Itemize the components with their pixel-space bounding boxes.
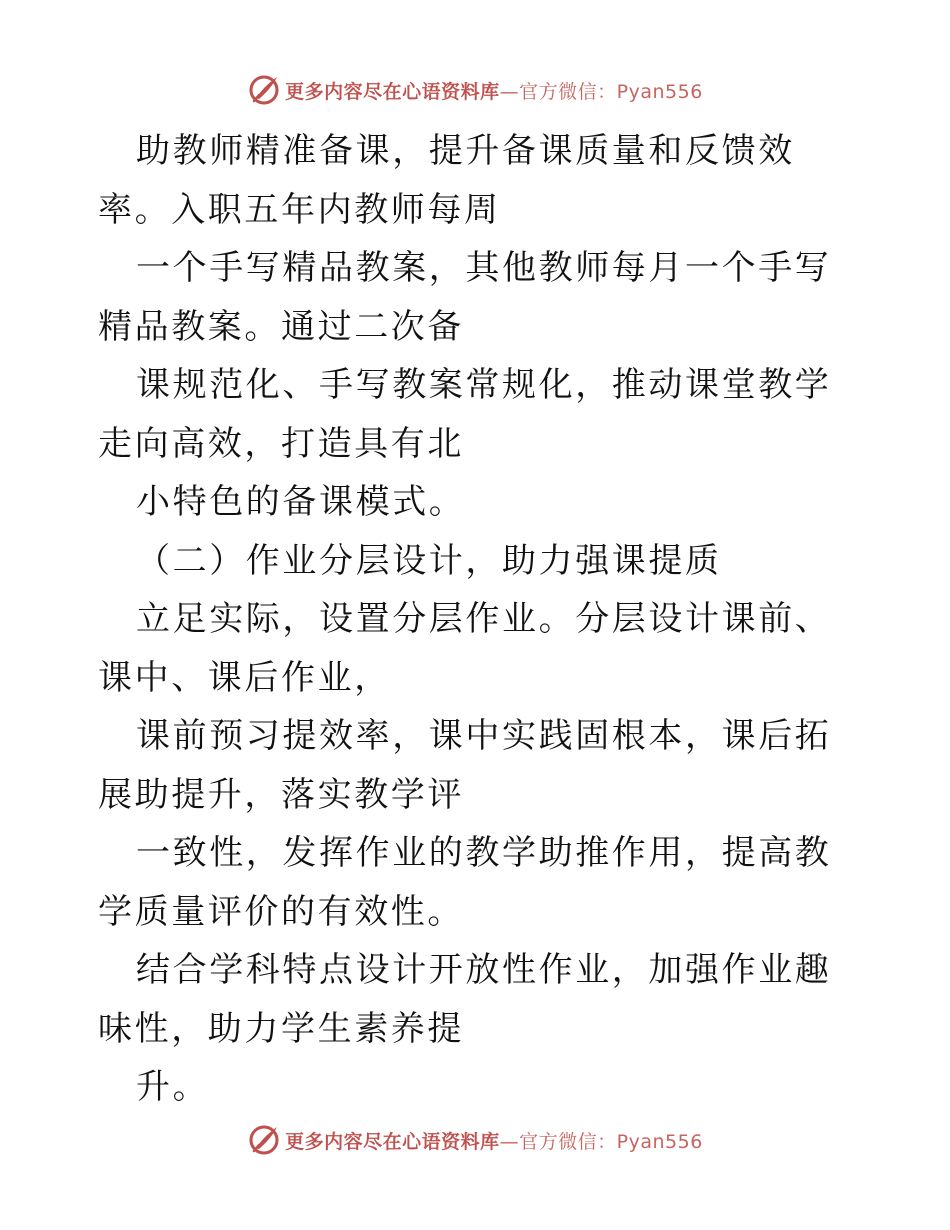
feather-pen-logo-icon [247,1123,281,1157]
feather-pen-logo-icon [247,73,281,107]
banner-title: 更多内容尽在心语资料库 [285,1130,500,1153]
paragraph: 结合学科特点设计开放性作业，加强作业趣味性，助力学生素养提 [98,950,832,1049]
paragraph: 立足实际，设置分层作业。分层设计课前、课中、课后作业， [98,599,832,698]
paragraph: 小特色的备课模式。 [136,482,466,522]
paragraph: 一个手写精品教案，其他教师每月一个手写精品教案。通过二次备 [98,248,832,347]
header-banner [0,70,950,110]
paragraph: 课规范化、手写教案常规化，推动课堂教学走向高效，打造具有北 [98,365,832,464]
banner-title: 更多内容尽在心语资料库 [285,80,500,103]
banner-contact: —官方微信：Pyan556 [499,80,703,103]
section-heading: （二）作业分层设计，助力强课提质 [136,540,722,581]
banner-text [285,1127,703,1154]
banner-text [285,77,703,104]
document-body [98,122,858,1117]
paragraph: 助教师精准备课，提升备课质量和反馈效率。入职五年内教师每周 [98,131,795,230]
paragraph: 一致性，发挥作业的教学助推作用，提高教学质量评价的有效性。 [98,833,832,932]
paragraph: 升。 [136,1067,210,1107]
banner-contact: —官方微信：Pyan556 [499,1130,703,1153]
paragraph: 课前预习提效率，课中实践固根本，课后拓展助提升，落实教学评 [98,716,832,815]
footer-banner [0,1120,950,1160]
